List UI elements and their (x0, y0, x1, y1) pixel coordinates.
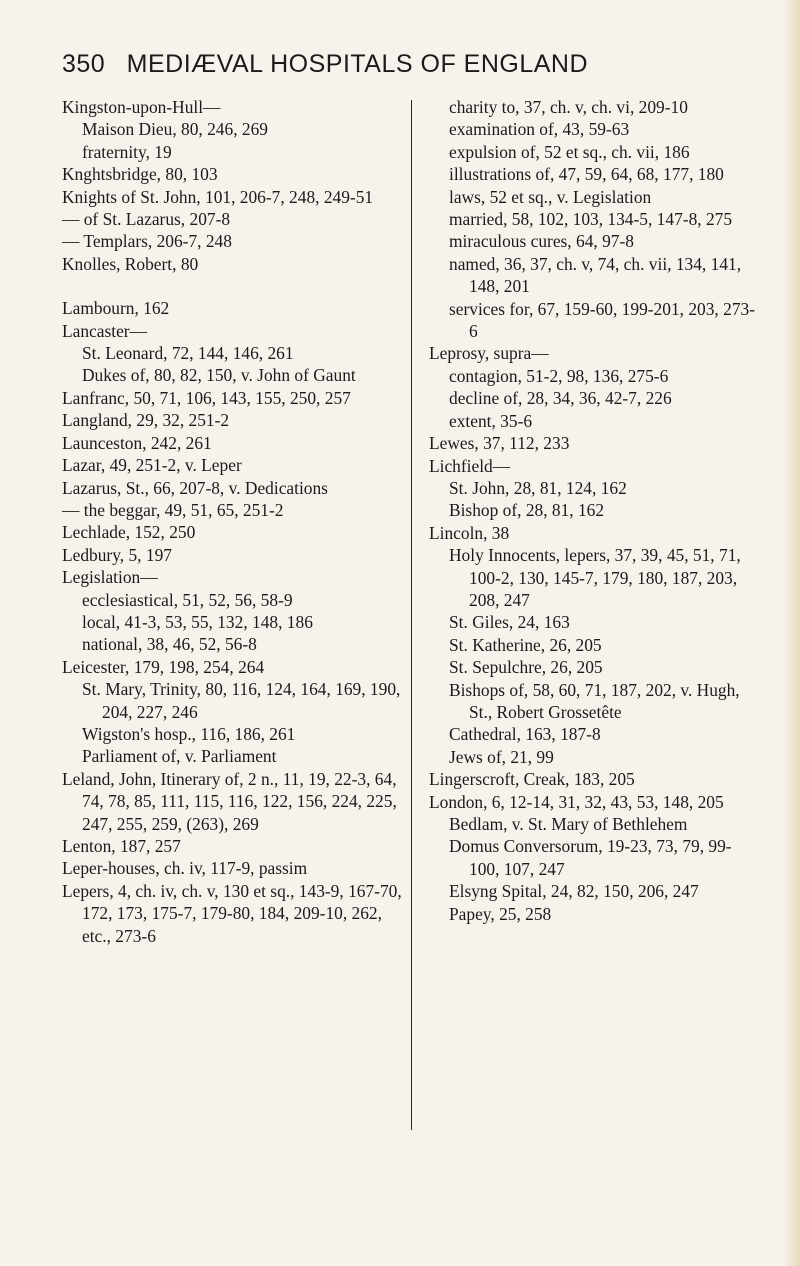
index-entry: Leland, John, Itinerary of, 2 n., 11, 19, 22-3, 64, 74, 78, 85, 111, 115, 116, 122, 156, 224, 225, 247, 255, 259, (263), 269 (62, 768, 397, 834)
page-number: 350 (62, 50, 106, 78)
index-entry: national, 38, 46, 52, 56-8 (82, 634, 257, 655)
index-entry: laws, 52 et sq., v. Legislation (449, 186, 652, 207)
index-entry: fraternity, 19 (82, 141, 172, 162)
index-entry: Lewes, 37, 112, 233 (429, 433, 570, 454)
index-entry: — the beggar, 49, 51, 65, 251-2 (62, 499, 284, 520)
index-entry: Lingerscroft, Creak, 183, 205 (429, 769, 635, 790)
index-entry: St. Giles, 24, 163 (449, 612, 570, 633)
index-entry: married, 58, 102, 103, 134-5, 147-8, 275 (449, 209, 733, 230)
index-entry: Lazar, 49, 251-2, v. Leper (62, 455, 242, 476)
index-entry: Parliament of, v. Parliament (82, 746, 277, 767)
index-entry: Launceston, 242, 261 (62, 432, 212, 453)
index-entry: Papey, 25, 258 (449, 903, 552, 924)
index-entry: Wigston's hosp., 116, 186, 261 (82, 723, 296, 744)
index-entry: examination of, 43, 59-63 (449, 119, 630, 140)
index-entry: Maison Dieu, 80, 246, 269 (82, 119, 268, 140)
index-entry: Knights of St. John, 101, 206-7, 248, 249-51 (62, 186, 374, 207)
index-entry: Langland, 29, 32, 251-2 (62, 410, 230, 431)
index-entry: Knolles, Robert, 80 (62, 253, 199, 274)
index-entry: Lepers, 4, ch. iv, ch. v, 130 et sq., 143-9, 167-70, 172, 173, 175-7, 179-80, 184, 209-10, 262, etc., 273-6 (62, 880, 402, 946)
index-entry: St. Mary, Trinity, 80, 116, 124, 164, 169, 190, 204, 227, 246 (82, 679, 401, 722)
index-entry: St. John, 28, 81, 124, 162 (449, 477, 627, 498)
index-entry: extent, 35-6 (449, 410, 533, 431)
page-title: MEDIÆVAL HOSPITALS OF ENGLAND (126, 50, 589, 78)
index-entry: Leper-houses, ch. iv, 117-9, passim (62, 858, 308, 879)
index-entry: — Templars, 206-7, 248 (62, 231, 232, 252)
index-entry: Bedlam, v. St. Mary of Bethlehem (449, 814, 688, 834)
index-entry: contagion, 51-2, 98, 136, 275-6 (449, 365, 669, 386)
index-entry: Lazarus, St., 66, 207-8, v. Dedications (62, 477, 328, 498)
index-entry: decline of, 28, 34, 36, 42-7, 226 (449, 388, 672, 409)
index-entry: Lechlade, 152, 250 (62, 522, 196, 543)
index-entry: Knghtsbridge, 80, 103 (62, 164, 218, 185)
index-entry: Domus Conversorum, 19-23, 73, 79, 99-100, 107, 247 (449, 836, 732, 879)
index-entry: Lancaster— (62, 320, 147, 341)
index-entry: Legislation— (62, 567, 158, 588)
index-entry: St. Leonard, 72, 144, 146, 261 (82, 343, 294, 364)
index-entry: Leicester, 179, 198, 254, 264 (62, 656, 265, 677)
index-entry: Jews of, 21, 99 (449, 746, 554, 767)
index-entry: St. Sepulchre, 26, 205 (449, 657, 603, 678)
index-entry: — of St. Lazarus, 207-8 (62, 209, 231, 230)
index-entry: Lincoln, 38 (429, 522, 510, 543)
page-header (62, 50, 588, 79)
index-entry: illustrations of, 47, 59, 64, 68, 177, 180 (449, 164, 724, 185)
index-entry: ecclesiastical, 51, 52, 56, 58-9 (82, 589, 293, 610)
column-divider (411, 100, 412, 1130)
index-entry: charity to, 37, ch. v, ch. vi, 209-10 (449, 97, 688, 117)
index-entry: Bishop of, 28, 81, 162 (449, 500, 605, 521)
index-entry: Lanfranc, 50, 71, 106, 143, 155, 250, 257 (62, 387, 351, 408)
index-entry: miraculous cures, 64, 97-8 (449, 231, 634, 252)
index-column-left (62, 96, 402, 947)
index-entry: St. Katherine, 26, 205 (449, 634, 602, 655)
index-entry: Lichfield— (429, 455, 511, 476)
index-entry: local, 41-3, 53, 55, 132, 148, 186 (82, 611, 313, 632)
index-entry: Elsyng Spital, 24, 82, 150, 206, 247 (449, 881, 699, 902)
index-entry: London, 6, 12-14, 31, 32, 43, 53, 148, 205 (429, 791, 724, 812)
index-entry: services for, 67, 159-60, 199-201, 203, 273-6 (449, 298, 755, 342)
index-entry: Ledbury, 5, 197 (62, 544, 172, 565)
index-entry: Bishops of, 58, 60, 71, 187, 202, v. Hugh, St., Robert Grossetête (449, 679, 740, 722)
index-entry: Lambourn, 162 (62, 298, 170, 319)
index-entry: Holy Innocents, lepers, 37, 39, 45, 51, 71, 100-2, 130, 145-7, 179, 180, 187, 203, 208, 247 (449, 545, 741, 610)
index-column-right (429, 96, 759, 925)
index-entry: Leprosy, supra— (429, 343, 549, 364)
index-entry: Dukes of, 80, 82, 150, v. John of Gaunt (82, 365, 356, 386)
index-entry: named, 36, 37, ch. v, 74, ch. vii, 134, 141, 148, 201 (449, 253, 742, 297)
index-entry: Kingston-upon-Hull— (62, 97, 221, 117)
index-entry: Lenton, 187, 257 (62, 836, 181, 856)
index-entry: expulsion of, 52 et sq., ch. vii, 186 (449, 141, 690, 162)
index-entry: Cathedral, 163, 187-8 (449, 724, 601, 745)
page-edge (782, 0, 800, 1266)
